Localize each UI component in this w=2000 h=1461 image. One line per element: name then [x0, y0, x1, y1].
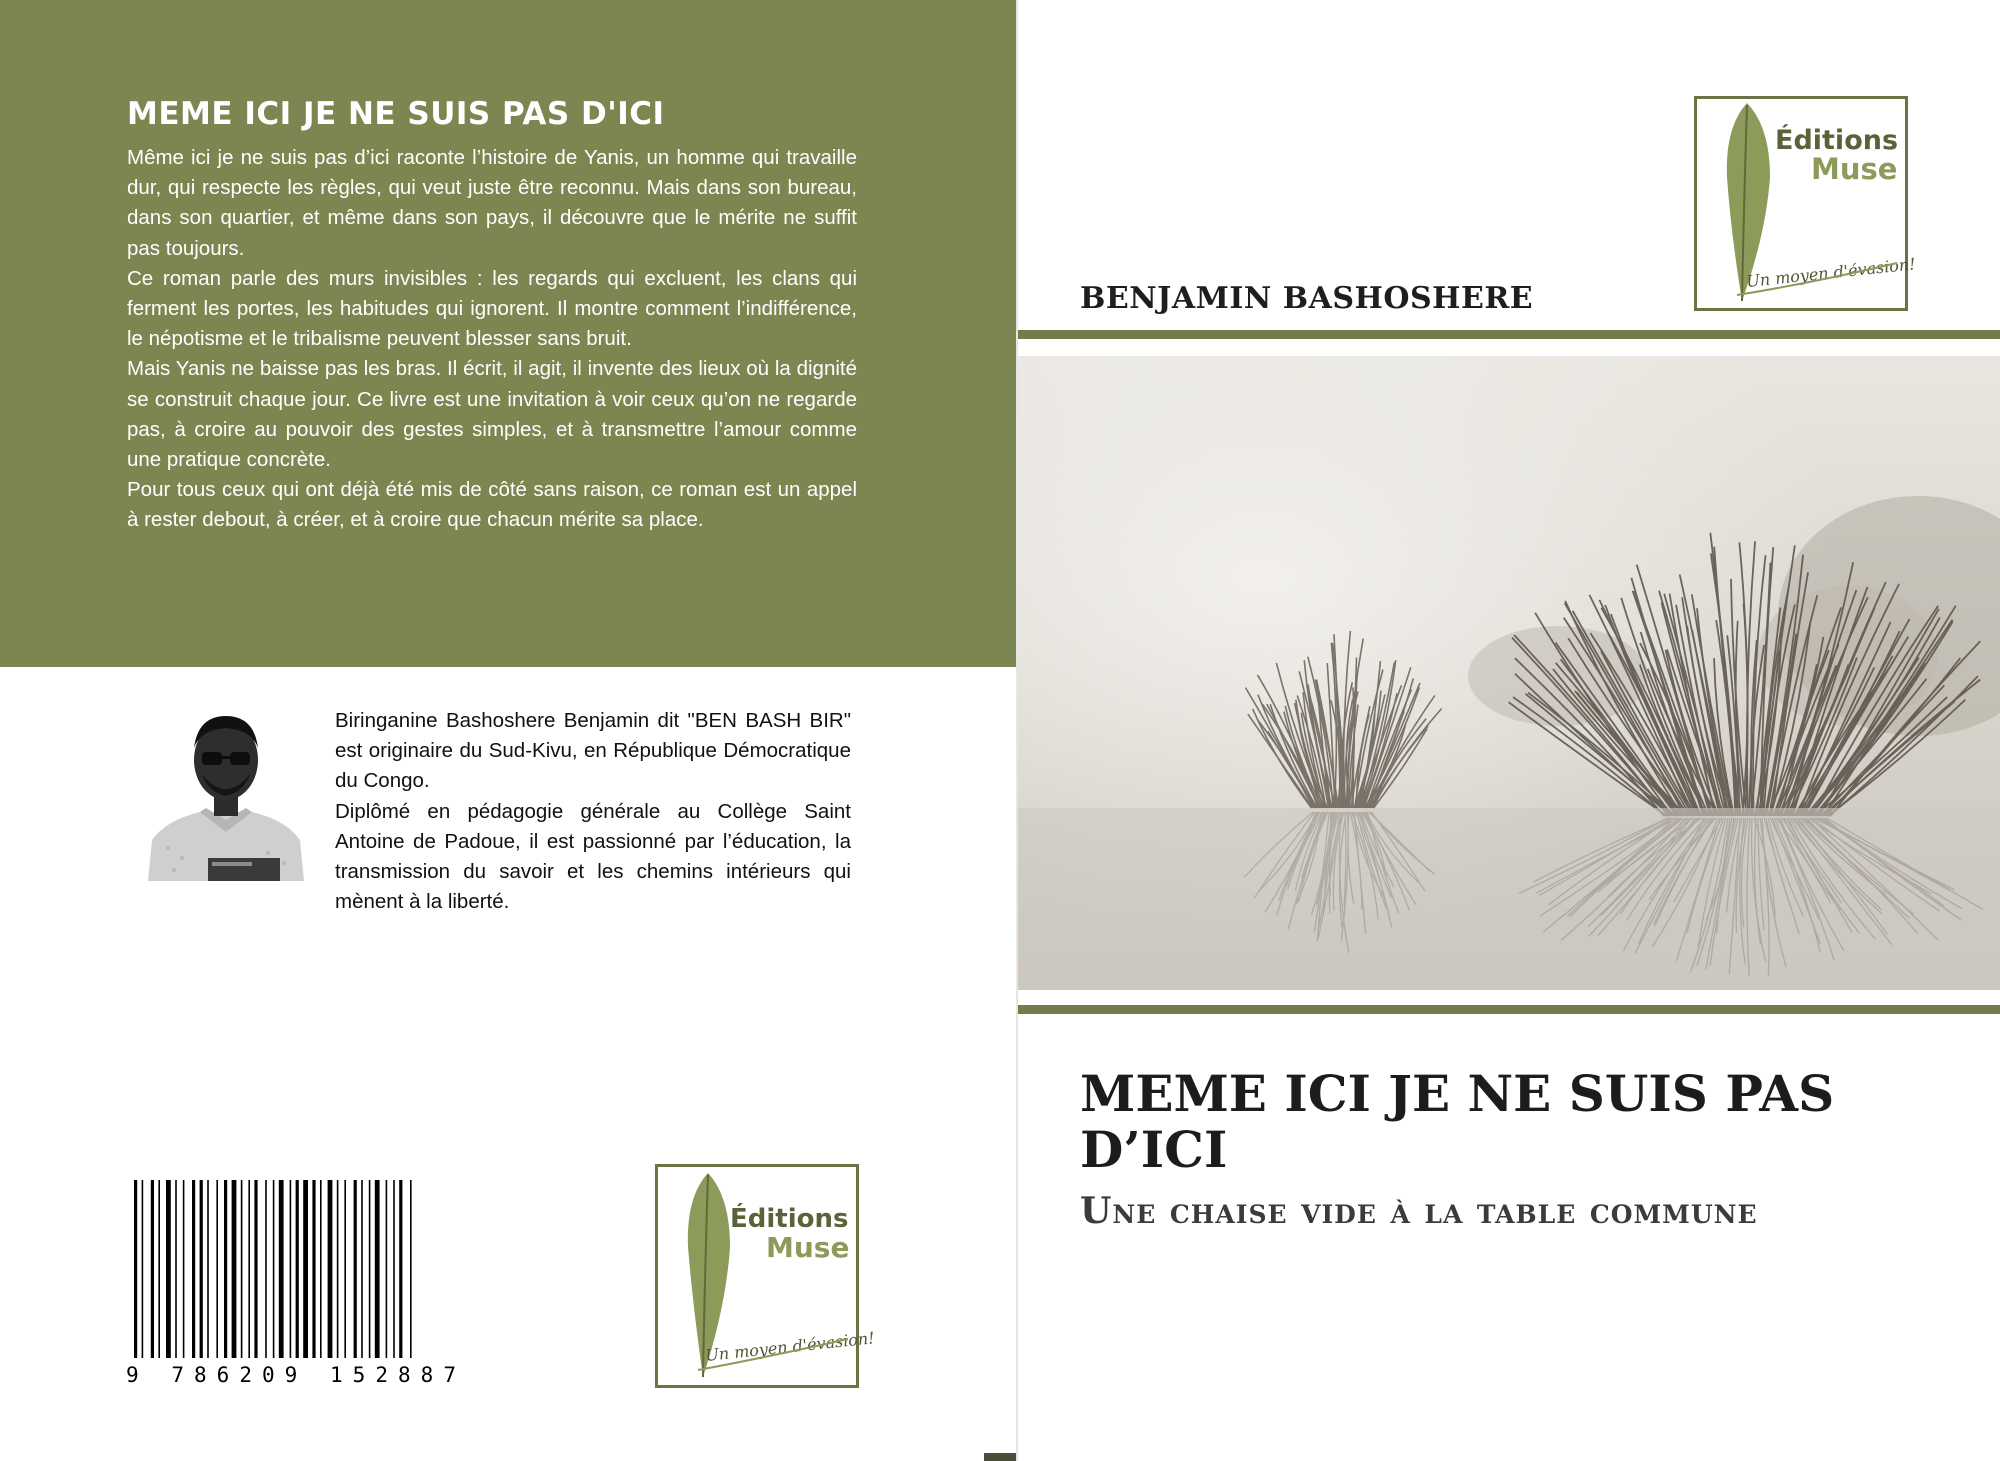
blurb-paragraph: Ce roman parle des murs invisibles : les regards qui excluent, les clans qui ferment les portes, les habitudes qui ignorent. Il montre comment l’indifférence, le népotisme et le tribalisme peuvent blesser sans bruit.	[127, 266, 857, 351]
back-cover-blurb	[127, 143, 857, 536]
decorative-band-bottom	[1018, 1005, 2000, 1014]
feather-quill-icon	[658, 1167, 876, 1385]
publisher-logo	[655, 1164, 876, 1388]
svg-text:Un moyen d'évasion!: Un moyen d'évasion!	[1745, 254, 1917, 291]
author-biography	[335, 706, 851, 917]
front-cover-title: MEME ICI JE NE SUIS PAS D’ICI	[1080, 1064, 1835, 1179]
cover-photo-misty-lake	[1018, 356, 2000, 990]
isbn-digits: 9 786209 152887	[126, 1363, 456, 1387]
blurb-paragraph: Mais Yanis ne baisse pas les bras. Il écrit, il agit, il invente des lieux où la dignité se construit chaque jour. Ce livre est une invitation à voir ceux qu’on ne regarde pas, à croire au pouvoir des gestes simples, et à transmettre l’amour comme une pratique concrète.	[127, 357, 857, 472]
svg-text:Muse: Muse	[1811, 152, 1898, 186]
feather-quill-icon	[1697, 99, 1917, 308]
front-cover-subtitle: Une chaise vide à la table commune	[1080, 1190, 1758, 1232]
bio-paragraph: Biringanine Bashoshere Benjamin dit "BEN BASH BIR" est originaire du Sud-Kivu, en République Démocratique du Congo.	[335, 709, 851, 793]
decorative-band-top	[1018, 330, 2000, 339]
svg-text:Éditions: Éditions	[1775, 125, 1899, 156]
svg-text:Éditions: Éditions	[730, 1204, 849, 1234]
barcode-bars	[134, 1180, 412, 1358]
back-cover-title: MEME ICI JE NE SUIS PAS D'ICI	[127, 96, 665, 132]
isbn-barcode	[126, 1180, 456, 1386]
blurb-paragraph: Même ici je ne suis pas d’ici raconte l’histoire de Yanis, un homme qui travaille dur, qui respecte les règles, qui veut juste être reconnu. Mais dans son bureau, dans son quartier, et même dans son pays, il découvre que le mérite ne suffit pas toujours.	[127, 146, 857, 260]
bio-paragraph: Diplômé en pédagogie générale au Collège Saint Antoine de Padoue, il est passionné par l’éducation, la transmission du savoir et les chemins intérieurs qui mènent à la liberté.	[335, 799, 851, 914]
author-photo	[148, 708, 304, 881]
spine-mark	[984, 1453, 1016, 1461]
publisher-logo-front	[1694, 96, 1917, 311]
blurb-paragraph: Pour tous ceux qui ont déjà été mis de côté sans raison, ce roman est un appel à rester debout, à créer, et à croire que chacun mérite sa place.	[127, 478, 857, 532]
svg-text:Muse: Muse	[766, 1231, 850, 1264]
front-author-name: BENJAMIN BASHOSHERE	[1080, 281, 1534, 316]
svg-text:Un moyen d'évasion!: Un moyen d'évasion!	[704, 1328, 876, 1365]
